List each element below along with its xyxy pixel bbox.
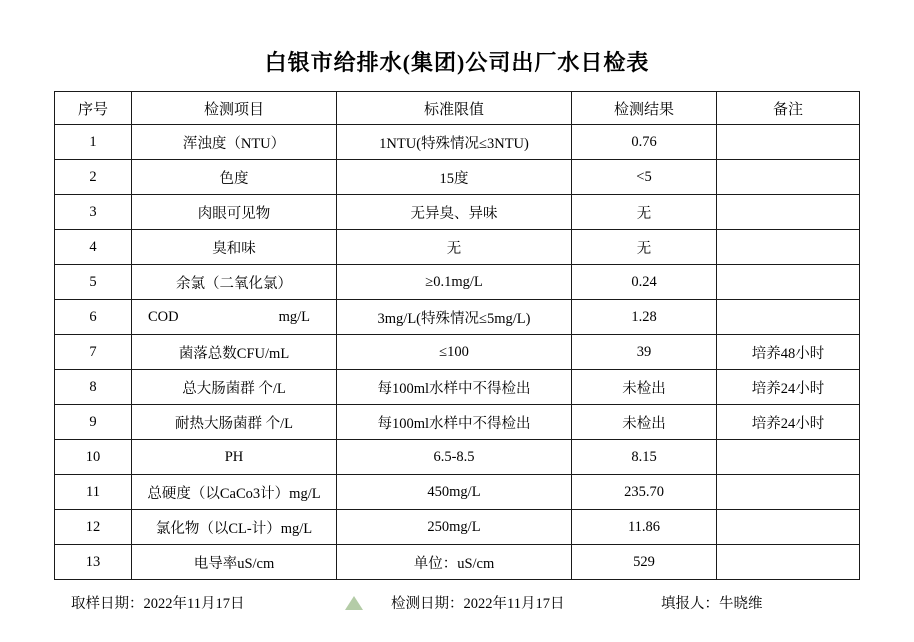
cell-item: 电导率uS/cm — [132, 545, 337, 580]
cell-no: 4 — [55, 230, 132, 265]
header-result: 检测结果 — [572, 92, 717, 125]
cell-limit: 250mg/L — [337, 510, 572, 545]
cell-limit: 15度 — [337, 160, 572, 195]
cell-remark — [717, 545, 860, 580]
cell-result: 0.76 — [572, 125, 717, 160]
cell-no: 11 — [55, 475, 132, 510]
footer — [67, 580, 847, 613]
table-row — [55, 475, 860, 510]
cell-item: 肉眼可见物 — [132, 195, 337, 230]
test-date: 检测日期：2022年11月17日 — [391, 596, 565, 612]
cell-limit: 无 — [337, 230, 572, 265]
table-row — [55, 160, 860, 195]
cell-item-name: COD — [148, 308, 179, 325]
triangle-marker-icon — [345, 596, 363, 610]
cell-item: 浑浊度（NTU） — [132, 125, 337, 160]
cell-no: 8 — [55, 370, 132, 405]
cell-item: 总大肠菌群 个/L — [132, 370, 337, 405]
cell-item: 余氯（二氧化氯） — [132, 265, 337, 300]
cell-remark: 培养48小时 — [717, 335, 860, 370]
cell-remark — [717, 265, 860, 300]
cell-result: 529 — [572, 545, 717, 580]
table-row — [55, 195, 860, 230]
cell-result: 8.15 — [572, 440, 717, 475]
cell-no: 7 — [55, 335, 132, 370]
cell-remark — [717, 440, 860, 475]
header-item: 检测项目 — [132, 92, 337, 125]
cell-no: 13 — [55, 545, 132, 580]
cell-result: 0.24 — [572, 265, 717, 300]
table-row — [55, 230, 860, 265]
cell-no: 10 — [55, 440, 132, 475]
cell-limit: 单位：uS/cm — [337, 545, 572, 580]
cell-result: 未检出 — [572, 405, 717, 440]
cell-no: 2 — [55, 160, 132, 195]
header-remark: 备注 — [717, 92, 860, 125]
cell-remark — [717, 475, 860, 510]
cell-limit: 无异臭、异味 — [337, 195, 572, 230]
cell-no: 3 — [55, 195, 132, 230]
cell-item: PH — [132, 440, 337, 475]
cell-no: 6 — [55, 300, 132, 335]
water-quality-table — [54, 91, 860, 580]
cell-no: 1 — [55, 125, 132, 160]
table-row — [55, 335, 860, 370]
cell-result: 无 — [572, 230, 717, 265]
cell-result: <5 — [572, 160, 717, 195]
cell-limit: 1NTU(特殊情况≤3NTU) — [337, 125, 572, 160]
cell-item — [132, 300, 337, 335]
cell-item: 总硬度（以CaCo3计）mg/L — [132, 475, 337, 510]
cell-remark — [717, 300, 860, 335]
cell-item: 耐热大肠菌群 个/L — [132, 405, 337, 440]
table-row — [55, 125, 860, 160]
table-row — [55, 265, 860, 300]
header-no: 序号 — [55, 92, 132, 125]
cell-item: 菌落总数CFU/mL — [132, 335, 337, 370]
cell-remark — [717, 510, 860, 545]
cell-item: 氯化物（以CL-计）mg/L — [132, 510, 337, 545]
cell-limit: 3mg/L(特殊情况≤5mg/L) — [337, 300, 572, 335]
table-row — [55, 510, 860, 545]
table-header — [55, 92, 860, 125]
table-row — [55, 370, 860, 405]
cell-result: 235.70 — [572, 475, 717, 510]
cell-remark: 培养24小时 — [717, 405, 860, 440]
table-header-row — [55, 92, 860, 125]
cell-no: 5 — [55, 265, 132, 300]
cell-result: 无 — [572, 195, 717, 230]
sample-date: 取样日期：2022年11月17日 — [71, 596, 245, 612]
cell-limit: ≥0.1mg/L — [337, 265, 572, 300]
page-title: 白银市给排水(集团)公司出厂水日检表 — [264, 50, 650, 75]
cell-remark — [717, 195, 860, 230]
cell-limit: 每100ml水样中不得检出 — [337, 370, 572, 405]
table-body — [55, 125, 860, 580]
cell-item: 色度 — [132, 160, 337, 195]
cell-result: 11.86 — [572, 510, 717, 545]
cell-limit: ≤100 — [337, 335, 572, 370]
cell-result: 39 — [572, 335, 717, 370]
table-row — [55, 545, 860, 580]
cell-item: 臭和味 — [132, 230, 337, 265]
cell-remark: 培养24小时 — [717, 370, 860, 405]
header-limit: 标准限值 — [337, 92, 572, 125]
cell-no: 12 — [55, 510, 132, 545]
cell-no: 9 — [55, 405, 132, 440]
cell-remark — [717, 125, 860, 160]
cell-item-unit: mg/L — [278, 308, 310, 325]
table-row — [55, 300, 860, 335]
cell-limit: 450mg/L — [337, 475, 572, 510]
cell-limit: 每100ml水样中不得检出 — [337, 405, 572, 440]
cell-remark — [717, 230, 860, 265]
cell-result: 1.28 — [572, 300, 717, 335]
table-row — [55, 405, 860, 440]
cell-limit: 6.5-8.5 — [337, 440, 572, 475]
table-row — [55, 440, 860, 475]
cell-remark — [717, 160, 860, 195]
reporter: 填报人：牛晓维 — [661, 596, 763, 612]
cell-result: 未检出 — [572, 370, 717, 405]
